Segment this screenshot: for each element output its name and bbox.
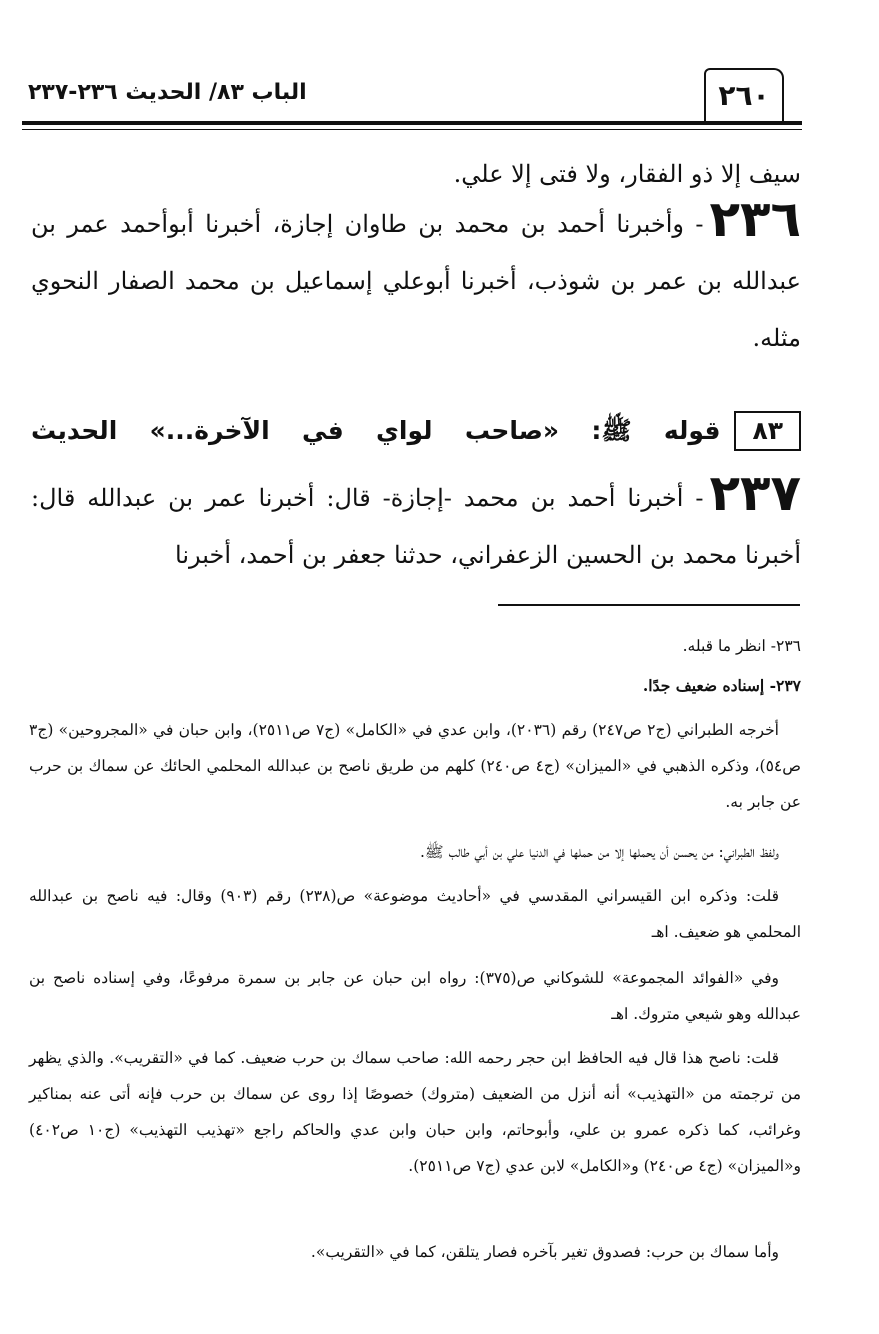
header-rule-thick [22, 121, 802, 125]
hadith-236-text: - وأخبرنا أحمد بن محمد بن طاوان إجازة، أخبرنا أبوأحمد عمر بن عبدالله بن عمر بن شوذب، أخبرنا أبوعلي إسماعيل بن محمد الصفار النحوي مثله. [31, 210, 801, 352]
running-header-title: الباب ٨٣/ الحديث ٢٣٦-٢٣٧ [28, 80, 307, 105]
footnote-paragraph: قلت: ناصح هذا قال فيه الحافظ ابن حجر رحمه الله: صاحب سماك بن حرب ضعيف. كما في «التقريب». والذي يظهر من ترجمته من «التهذيب» أنه أنزل من الضعيف (متروك) خصوصًا إذا روى عن سماك بن حرب فإنه أتى عنه بمناكير وغرائب، كما ذكره عمرو بن علي، وأبوحاتم، وابن حبان وابن عدي والحاكم راجع «تهذيب التهذيب» (ج١٠ ص٤٠٢) و«الميزان» (ج٤ ص٢٤٠) و«الكامل» لابن عدي (ج٧ ص٢٥١١). [29, 1049, 801, 1175]
footnote-236: ٢٣٦- انظر ما قبله. [682, 637, 801, 655]
header-rule-thin [22, 129, 802, 130]
hadith-237 [31, 464, 802, 584]
hadith-236 [31, 190, 801, 367]
chapter-heading [31, 406, 801, 456]
hadith-237-text: - أخبرنا أحمد بن محمد -إجازة- قال: أخبرنا عمر بن عبدالله قال: أخبرنا محمد بن الحسين الزعفراني، حدثنا جعفر بن أحمد، أخبرنا [31, 484, 801, 569]
footnote-paragraph: ولفظ الطبراني: من يحسن أن يحملها إلا من حملها في الدنيا علي بن أبي طالب ﷺ. [419, 843, 779, 861]
hadith-237-number: ٢٣٧ [709, 464, 802, 522]
footnote-paragraph: وفي «الفوائد المجموعة» للشوكاني ص(٣٧٥): رواه ابن حبان عن جابر بن سمرة مرفوعًا، وفي إسناده ناصح بن عبدالله وهو شيعي متروك. اهـ [29, 969, 801, 1023]
hadith-236-number: ٢٣٦ [709, 190, 801, 248]
page-number: ٢٦٠ [704, 68, 784, 122]
footnote-paragraph: أخرجه الطبراني (ج٢ ص٢٤٧) رقم (٢٠٣٦)، وابن عدي في «الكامل» (ج٧ ص٢٥١١)، وابن حبان في «المجروحين» (ج٣ ص٥٤)، وذكره الذهبي في «الميزان» (ج٤ ص٢٤٠) كلهم من طريق ناصح بن عبدالله المحلمي الحائك عن سماك بن حرب عن جابر به. [29, 721, 801, 811]
footnote-separator [498, 604, 800, 606]
footnote-paragraph: وأما سماك بن حرب: فصدوق تغير بآخره فصار يتلقن، كما في «التقريب». [310, 1243, 779, 1261]
chapter-title: قوله ﷺ: «صاحب لواي في الآخرة...» الحديث [31, 416, 721, 445]
continuation-line: سيف إلا ذو الفقار، ولا فتى إلا علي. [453, 160, 801, 188]
footnote-paragraph: قلت: وذكره ابن القيسراني المقدسي في «أحاديث موضوعة» ص(٢٣٨) رقم (٩٠٣) وقال: فيه ناصح بن عبدالله المحلمي هو ضعيف. اهـ [29, 887, 801, 941]
footnote-237: ٢٣٧- إسناده ضعيف جدًا. [642, 676, 801, 695]
chapter-number: ٨٣ [734, 411, 801, 451]
